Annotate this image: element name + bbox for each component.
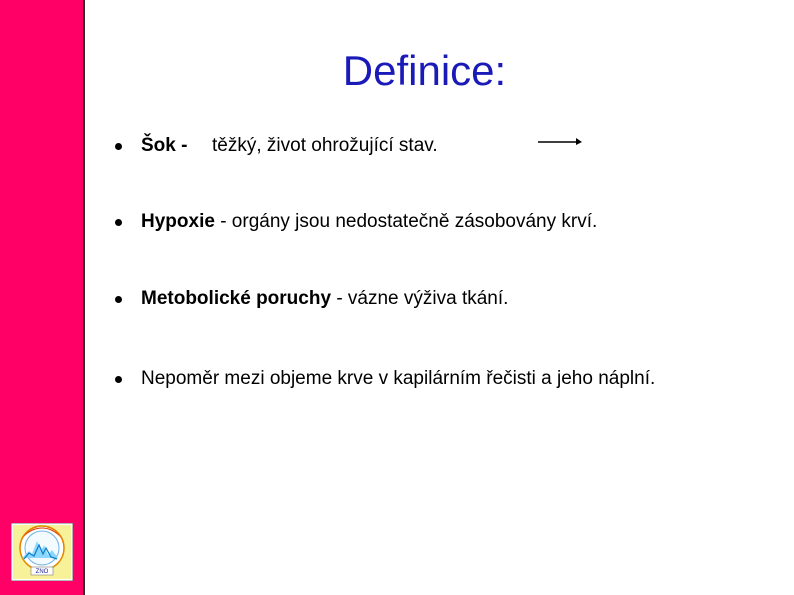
slide-content — [87, 0, 794, 595]
bullet-term: Hypoxie — [141, 211, 215, 232]
bullet-text — [141, 364, 655, 394]
bullet-description: - orgány jsou nedostatečně zásobovány krví. — [220, 211, 598, 232]
bullet-description: Nepoměr mezi objeme krve v kapilárním řečisti a jeho náplní. — [141, 368, 656, 389]
right-arrow-icon — [537, 132, 583, 146]
slide-title: Definice: — [342, 47, 507, 94]
bullet-item — [115, 131, 775, 161]
bullet-description: - vázne výživa tkání. — [336, 288, 509, 309]
svg-text:ZNO: ZNO — [35, 569, 49, 575]
bullet-item — [115, 207, 775, 237]
bullet-item — [115, 284, 775, 314]
bullet-description: těžký, život ohrožující stav. — [212, 135, 438, 156]
bullet-text — [141, 131, 438, 161]
bullet-text — [141, 207, 597, 237]
bullet-dot-icon — [115, 143, 122, 150]
bullet-term: Šok - — [141, 135, 188, 156]
bullet-dot-icon — [115, 376, 122, 383]
bullet-text — [141, 284, 508, 314]
school-logo-icon — [11, 523, 73, 581]
bullet-dot-icon — [115, 219, 122, 226]
bullet-term: Metobolické poruchy — [141, 288, 332, 309]
bullet-item — [115, 364, 775, 394]
bullet-dot-icon — [115, 296, 122, 303]
